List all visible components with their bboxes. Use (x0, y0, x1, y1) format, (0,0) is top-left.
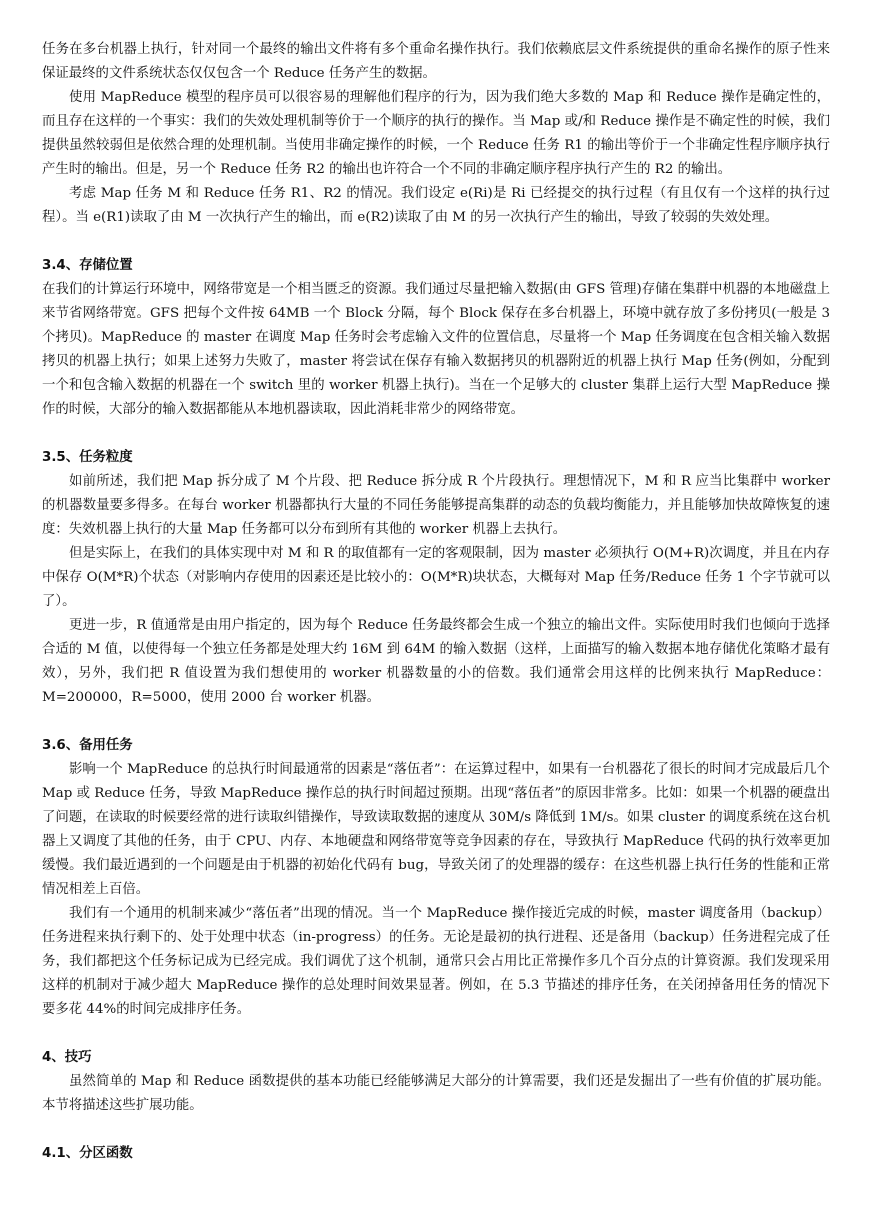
section-heading: 4.1、分区函数 (42, 1146, 133, 1161)
body-paragraph: 但是实际上，在我们的具体实现中对 M 和 R 的取值都有一定的客观限制，因为 master 必须执行 O(M+R)次调度，并且在内存中保存 O(M*R)个状态（对影响内存使用的因素还是比较小的：O(M*R)块状态，大概每对 Map 任务/Reduce 任务 1 个字节就可以了）。 (42, 546, 830, 609)
body-paragraph: 更进一步，R 值通常是由用户指定的，因为每个 Reduce 任务最终都会生成一个独立的输出文件。实际使用时我们也倾向于选择合适的 M 值，以使得每一个独立任务都是处理大约 16M 到 64M 的输入数据（这样，上面描写的输入数据本地存储优化策略才最有效），另外，我们把 R 值设置为我们想使用的 worker 机器数量的小的倍数。我们通常会用这样的比例来执行 MapReduce：M=200000，R=5000，使用 2000 台 worker 机器。 (42, 618, 830, 705)
document-page (42, 38, 830, 1166)
body-paragraph: 使用 MapReduce 模型的程序员可以很容易的理解他们程序的行为，因为我们绝大多数的 Map 和 Reduce 操作是确定性的，而且存在这样的一个事实：我们的失效处理机制等价于一个顺序的执行的操作。当 Map 或/和 Reduce 操作是不确定性的时候，我们提供虽然较弱但是依然合理的处理机制。当使用非确定操作的时候，一个 Reduce 任务 R1 的输出等价于一个非确定性程序顺序执行产生时的输出。但是，另一个 Reduce 任务 R2 的输出也许符合一个不同的非确定顺序程序执行产生的 R2 的输出。 (42, 90, 830, 177)
body-paragraph: 如前所述，我们把 Map 拆分成了 M 个片段、把 Reduce 拆分成 R 个片段执行。理想情况下，M 和 R 应当比集群中 worker 的机器数量要多得多。在每台 worker 机器都执行大量的不同任务能够提高集群的动态的负载均衡能力，并且能够加快故障恢复的速度：失效机器上执行的大量 Map 任务都可以分布到所有其他的 worker 机器上去执行。 (42, 474, 830, 537)
section-spacer (42, 422, 830, 446)
section-spacer (42, 230, 830, 254)
body-paragraph: 虽然简单的 Map 和 Reduce 函数提供的基本功能已经能够满足大部分的计算需要，我们还是发掘出了一些有价值的扩展功能。本节将描述这些扩展功能。 (42, 1074, 830, 1113)
body-paragraph: 影响一个 MapReduce 的总执行时间最通常的因素是“落伍者”：在运算过程中，如果有一台机器花了很长的时间才完成最后几个 Map 或 Reduce 任务，导致 MapReduce 操作总的执行时间超过预期。出现“落伍者”的原因非常多。比如：如果一个机器的硬盘出了问题，在读取的时候要经常的进行读取纠错操作，导致读取数据的速度从 30M/s 降低到 1M/s。如果 cluster 的调度系统在这台机器上又调度了其他的任务，由于 CPU、内存、本地硬盘和网络带宽等竞争因素的存在，导致执行 MapReduce 代码的执行效率更加缓慢。我们最近遇到的一个问题是由于机器的初始化代码有 bug，导致关闭了的处理器的缓存：在这些机器上执行任务的性能和正常情况相差上百倍。 (42, 762, 830, 897)
section-spacer (42, 710, 830, 734)
section-spacer (42, 1022, 830, 1046)
body-paragraph: 我们有一个通用的机制来减少“落伍者”出现的情况。当一个 MapReduce 操作接近完成的时候，master 调度备用（backup）任务进程来执行剩下的、处于处理中状态（in-progress）的任务。无论是最初的执行进程、还是备用（backup）任务进程完成了任务，我们都把这个任务标记成为已经完成。我们调优了这个机制，通常只会占用比正常操作多几个百分点的计算资源。我们发现采用这样的机制对于减少超大 MapReduce 操作的总处理时间效果显著。例如，在 5.3 节描述的排序任务，在关闭掉备用任务的情况下要多花 44%的时间完成排序任务。 (42, 906, 830, 1017)
body-paragraph: 在我们的计算运行环境中，网络带宽是一个相当匮乏的资源。我们通过尽量把输入数据(由 GFS 管理)存储在集群中机器的本地磁盘上来节省网络带宽。GFS 把每个文件按 64MB 一个 Block 分隔，每个 Block 保存在多台机器上，环境中就存放了多份拷贝(一般是 3 个拷贝)。MapReduce 的 master 在调度 Map 任务时会考虑输入文件的位置信息，尽量将一个 Map 任务调度在包含相关输入数据拷贝的机器上执行；如果上述努力失败了，master 将尝试在保存有输入数据拷贝的机器附近的机器上执行 Map 任务(例如，分配到一个和包含输入数据的机器在一个 switch 里的 worker 机器上执行)。当在一个足够大的 cluster 集群上运行大型 MapReduce 操作的时候，大部分的输入数据都能从本地机器读取，因此消耗非常少的网络带宽。 (42, 282, 830, 417)
section-spacer (42, 1118, 830, 1142)
body-paragraph: 任务在多台机器上执行，针对同一个最终的输出文件将有多个重命名操作执行。我们依赖底层文件系统提供的重命名操作的原子性来保证最终的文件系统状态仅仅包含一个 Reduce 任务产生的数据。 (42, 42, 830, 81)
section-heading: 4、技巧 (42, 1050, 92, 1065)
section-heading: 3.6、备用任务 (42, 738, 133, 753)
section-heading: 3.5、任务粒度 (42, 450, 133, 465)
section-heading: 3.4、存储位置 (42, 258, 133, 273)
body-paragraph: 考虑 Map 任务 M 和 Reduce 任务 R1、R2 的情况。我们设定 e(Ri)是 Ri 已经提交的执行过程（有且仅有一个这样的执行过程）。当 e(R1)读取了由 M 一次执行产生的输出，而 e(R2)读取了由 M 的另一次执行产生的输出，导致了较弱的失效处理。 (42, 186, 830, 225)
